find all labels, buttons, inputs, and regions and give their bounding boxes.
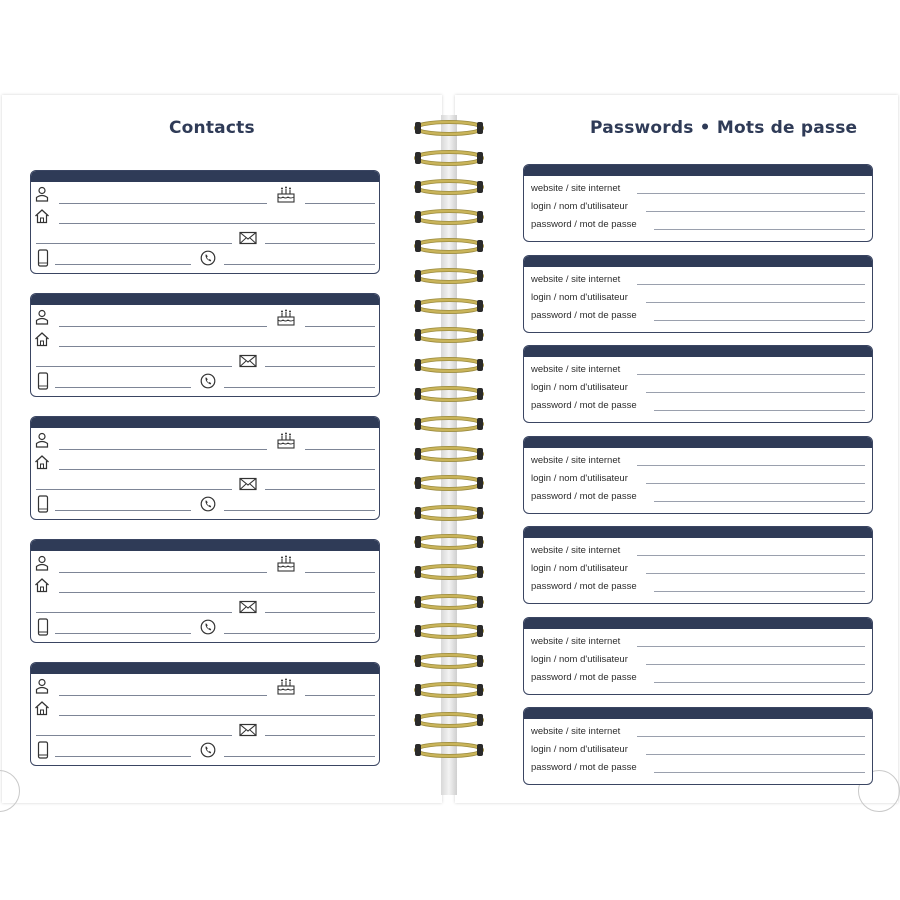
spiral-coil [413,445,485,463]
website-label: website / site internet [531,455,621,466]
card-header-bar [31,417,379,428]
password-card [523,255,873,333]
mobile-field[interactable] [55,633,191,634]
password-card [523,707,873,785]
login-label: login / nom d'utilisateur [531,654,628,665]
spiral-coil [413,533,485,551]
login-field[interactable] [646,302,865,303]
password-card [523,164,873,242]
spiral-coil [413,119,485,137]
login-label: login / nom d'utilisateur [531,473,628,484]
birthday-field[interactable] [305,203,375,204]
spiral-coil [413,237,485,255]
telephone-icon [200,742,216,758]
spiral-coil [413,622,485,640]
home-icon [34,208,50,224]
spiral-coil [413,711,485,729]
spiral-coil [413,741,485,759]
password-label: password / mot de passe [531,672,637,683]
website-label: website / site internet [531,364,621,375]
website-field[interactable] [637,193,865,194]
login-label: login / nom d'utilisateur [531,382,628,393]
login-label: login / nom d'utilisateur [531,744,628,755]
contacts-title: Contacts [169,118,255,138]
password-label: password / mot de passe [531,400,637,411]
login-field[interactable] [646,754,865,755]
spiral-coil [413,652,485,670]
telephone-icon [200,250,216,266]
spiral-coil [413,593,485,611]
name-field[interactable] [59,203,267,204]
email-field[interactable] [265,612,375,613]
name-field[interactable] [59,695,267,696]
spiral-coil [413,178,485,196]
email-field[interactable] [265,243,375,244]
address-field-2[interactable] [36,489,232,490]
spiral-coil [413,297,485,315]
spiral-coil [413,385,485,403]
person-icon [34,186,50,202]
phone-field[interactable] [224,264,375,265]
password-label: password / mot de passe [531,581,637,592]
mobile-phone-icon [37,495,53,511]
password-card [523,617,873,695]
login-field[interactable] [646,573,865,574]
contact-card [30,416,380,520]
telephone-icon [200,496,216,512]
login-field[interactable] [646,483,865,484]
address-field[interactable] [59,223,375,224]
password-card [523,345,873,423]
home-icon [34,331,50,347]
address-field[interactable] [59,469,375,470]
person-icon [34,555,50,571]
address-field[interactable] [59,592,375,593]
spiral-coil [413,681,485,699]
birthday-cake-icon [276,185,292,201]
login-field[interactable] [646,211,865,212]
password-label: password / mot de passe [531,310,637,321]
card-header-bar [524,256,872,267]
password-card [523,526,873,604]
spiral-coil [413,149,485,167]
website-field[interactable] [637,465,865,466]
email-field[interactable] [265,735,375,736]
phone-field[interactable] [224,510,375,511]
contact-card [30,662,380,766]
spiral-coil [413,504,485,522]
contact-card [30,170,380,274]
spiral-coil [413,208,485,226]
card-header-bar [524,527,872,538]
phone-field[interactable] [224,633,375,634]
card-header-bar [31,171,379,182]
address-field-2[interactable] [36,735,232,736]
website-field[interactable] [637,284,865,285]
phone-field[interactable] [224,387,375,388]
address-field[interactable] [59,715,375,716]
mobile-field[interactable] [55,264,191,265]
address-field-2[interactable] [36,243,232,244]
card-header-bar [31,294,379,305]
website-field[interactable] [637,736,865,737]
password-label: password / mot de passe [531,219,637,230]
person-icon [34,678,50,694]
website-label: website / site internet [531,545,621,556]
spiral-coil [413,267,485,285]
card-header-bar [31,540,379,551]
website-field[interactable] [637,646,865,647]
birthday-field[interactable] [305,572,375,573]
person-icon [34,309,50,325]
telephone-icon [200,619,216,635]
login-field[interactable] [646,664,865,665]
password-field[interactable] [654,501,865,502]
password-label: password / mot de passe [531,762,637,773]
password-field[interactable] [654,591,865,592]
card-header-bar [524,346,872,357]
mobile-phone-icon [37,618,53,634]
envelope-icon [239,231,255,247]
website-field[interactable] [637,555,865,556]
email-field[interactable] [265,489,375,490]
birthday-cake-icon [276,431,292,447]
website-label: website / site internet [531,636,621,647]
website-label: website / site internet [531,726,621,737]
address-field-2[interactable] [36,366,232,367]
password-field[interactable] [654,410,865,411]
spiral-coil [413,326,485,344]
login-label: login / nom d'utilisateur [531,292,628,303]
passwords-title: Passwords • Mots de passe [590,118,858,138]
envelope-icon [239,354,255,370]
birthday-cake-icon [276,554,292,570]
website-field[interactable] [637,374,865,375]
website-label: website / site internet [531,183,621,194]
card-header-bar [524,165,872,176]
mobile-field[interactable] [55,387,191,388]
telephone-icon [200,373,216,389]
home-icon [34,700,50,716]
email-field[interactable] [265,366,375,367]
spiral-binding [413,115,485,795]
birthday-cake-icon [276,308,292,324]
spiral-coil [413,415,485,433]
website-label: website / site internet [531,274,621,285]
phone-field[interactable] [224,756,375,757]
login-label: login / nom d'utilisateur [531,201,628,212]
envelope-icon [239,600,255,616]
envelope-icon [239,723,255,739]
card-header-bar [31,663,379,674]
mobile-phone-icon [37,741,53,757]
contact-card [30,293,380,397]
spiral-coil [413,563,485,581]
password-field[interactable] [654,320,865,321]
login-field[interactable] [646,392,865,393]
password-field[interactable] [654,682,865,683]
address-field-2[interactable] [36,612,232,613]
spiral-coil [413,474,485,492]
password-field[interactable] [654,229,865,230]
password-label: password / mot de passe [531,491,637,502]
contact-card [30,539,380,643]
birthday-cake-icon [276,677,292,693]
envelope-icon [239,477,255,493]
name-field[interactable] [59,326,267,327]
mobile-phone-icon [37,372,53,388]
home-icon [34,577,50,593]
card-header-bar [524,618,872,629]
birthday-field[interactable] [305,695,375,696]
person-icon [34,432,50,448]
login-label: login / nom d'utilisateur [531,563,628,574]
password-field[interactable] [654,772,865,773]
spiral-coil [413,356,485,374]
mobile-field[interactable] [55,756,191,757]
mobile-field[interactable] [55,510,191,511]
birthday-field[interactable] [305,326,375,327]
password-card [523,436,873,514]
name-field[interactable] [59,449,267,450]
mobile-phone-icon [37,249,53,265]
home-icon [34,454,50,470]
birthday-field[interactable] [305,449,375,450]
card-header-bar [524,708,872,719]
address-field[interactable] [59,346,375,347]
name-field[interactable] [59,572,267,573]
card-header-bar [524,437,872,448]
